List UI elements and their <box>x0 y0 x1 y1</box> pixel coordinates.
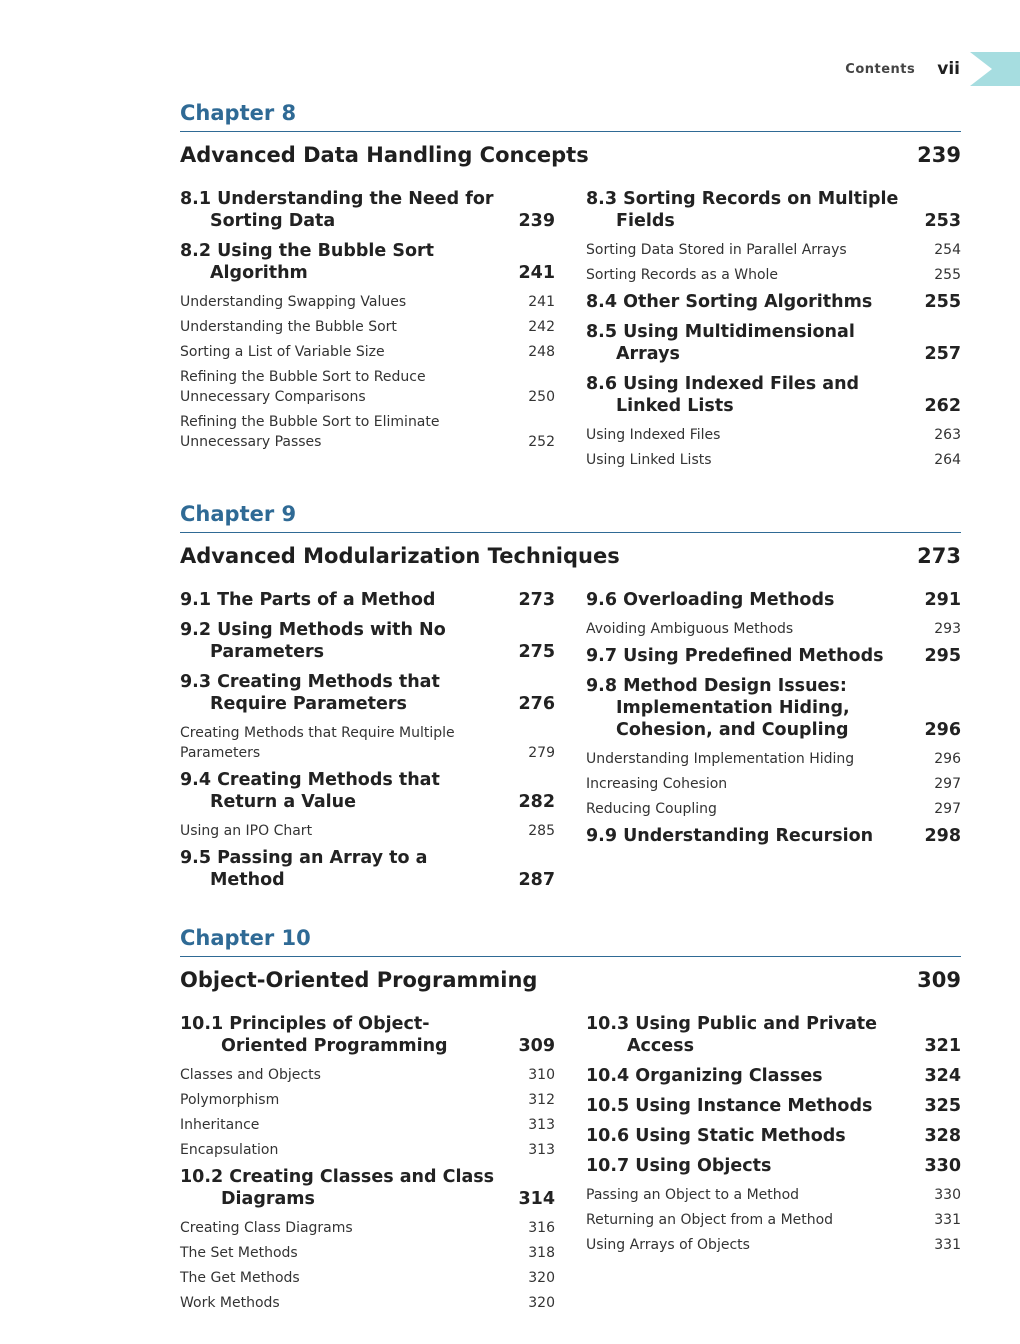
toc-subsection-entry <box>180 317 555 337</box>
toc-entry-page: 252 <box>528 434 555 450</box>
toc-subsection-entry <box>586 425 961 445</box>
toc-entry-title: 10.6 Using Static Methods <box>586 1126 846 1146</box>
toc-entry-title: Sorting Records as a Whole <box>586 267 779 283</box>
toc-entry-title: The Get Methods <box>180 1270 300 1286</box>
toc-entry-page: 264 <box>934 452 961 468</box>
toc-entry-page: 293 <box>934 621 961 637</box>
toc-entry-page: 250 <box>528 389 555 405</box>
toc-subsection-entry <box>586 749 961 769</box>
toc-entry-page: 298 <box>924 826 961 846</box>
toc-column-left <box>180 1007 555 1318</box>
toc-entry-title: Polymorphism <box>180 1092 280 1108</box>
toc-subsection-entry <box>180 1218 555 1238</box>
toc-entry-title: 9.4 Creating Methods that Return a Value <box>180 770 440 812</box>
toc-entry-title: 9.1 The Parts of a Method <box>180 590 436 610</box>
toc-entry-title: 9.8 Method Design Issues: Implementation Hiding, Cohesion, and Coupling <box>586 676 850 740</box>
chapter-title-row <box>180 142 961 168</box>
toc-entry-title: 9.6 Overloading Methods <box>586 590 835 610</box>
toc-section-entry <box>180 188 555 232</box>
toc-entry-title: 9.3 Creating Methods that Require Parameters <box>180 672 440 714</box>
toc-section-entry <box>586 1065 961 1087</box>
toc-entry-title: Understanding Swapping Values <box>180 294 407 310</box>
toc-entry-title: Encapsulation <box>180 1142 279 1158</box>
toc-entry-page: 242 <box>528 319 555 335</box>
toc-entry-page: 321 <box>924 1036 961 1056</box>
running-header <box>845 52 1020 86</box>
toc-entry-page: 275 <box>518 642 555 662</box>
toc-section-entry <box>586 373 961 417</box>
toc-entry-title: 8.2 Using the Bubble Sort Algorithm <box>180 241 435 283</box>
chapter-page-number: 273 <box>917 544 961 568</box>
toc-entry-title: Work Methods <box>180 1295 280 1311</box>
toc-entry-title: 9.2 Using Methods with No Parameters <box>180 620 446 662</box>
toc-entry-title: 8.1 Understanding the Need for Sorting Data <box>180 189 494 231</box>
toc-subsection-entry <box>180 342 555 362</box>
chapter-section <box>180 501 961 899</box>
toc-section-entry <box>586 675 961 741</box>
toc-column-left <box>180 583 555 899</box>
toc-entry-title: Increasing Cohesion <box>586 776 728 792</box>
toc-entry-page: 331 <box>934 1212 961 1228</box>
chapter-label: Chapter 8 <box>180 100 961 132</box>
toc-entry-title: Understanding Implementation Hiding <box>586 751 855 767</box>
toc-entry-title: Using an IPO Chart <box>180 823 313 839</box>
toc-entry-title: Understanding the Bubble Sort <box>180 319 397 335</box>
toc-entry-title: The Set Methods <box>180 1245 298 1261</box>
toc-entry-page: 257 <box>924 344 961 364</box>
toc-section-entry <box>586 1013 961 1057</box>
toc-entry-title: 8.4 Other Sorting Algorithms <box>586 292 873 312</box>
chapter-title: Object-Oriented Programming <box>180 968 538 992</box>
toc-section-entry <box>180 589 555 611</box>
toc-subsection-entry <box>180 821 555 841</box>
chapter-title: Advanced Modularization Techniques <box>180 544 620 568</box>
toc-entry-title: 10.2 Creating Classes and Class Diagrams <box>180 1167 495 1209</box>
toc-subsection-entry <box>586 799 961 819</box>
toc-subsection-entry <box>586 265 961 285</box>
running-header-label: Contents <box>845 61 916 77</box>
toc-entry-title: Refining the Bubble Sort to Eliminate Unnecessary Passes <box>180 414 440 450</box>
toc-entry-page: 287 <box>518 870 555 890</box>
page-tab-marker <box>970 52 1020 86</box>
toc-entry-page: 295 <box>924 646 961 666</box>
toc-entry-page: 316 <box>528 1220 555 1236</box>
toc-entry-title: 10.3 Using Public and Private Access <box>586 1014 878 1056</box>
toc-entry-page: 318 <box>528 1245 555 1261</box>
toc-entry-title: 9.9 Understanding Recursion <box>586 826 874 846</box>
toc-subsection-entry <box>180 367 555 407</box>
toc-entry-page: 262 <box>924 396 961 416</box>
toc-entry-title: Refining the Bubble Sort to Reduce Unnecessary Comparisons <box>180 369 426 405</box>
toc-entry-page: 324 <box>924 1066 961 1086</box>
toc-subsection-entry <box>586 1185 961 1205</box>
toc-subsection-entry <box>180 723 555 763</box>
toc-subsection-entry <box>180 292 555 312</box>
toc-entry-page: 309 <box>518 1036 555 1056</box>
toc-entry-page: 314 <box>518 1189 555 1209</box>
toc-entry-page: 310 <box>528 1067 555 1083</box>
toc-entry-page: 248 <box>528 344 555 360</box>
toc-section-entry <box>180 671 555 715</box>
toc-section-entry <box>586 1095 961 1117</box>
toc-subsection-entry <box>180 1065 555 1085</box>
toc-entry-title: Using Indexed Files <box>586 427 721 443</box>
toc-section-entry <box>586 589 961 611</box>
toc-entry-title: 10.5 Using Instance Methods <box>586 1096 873 1116</box>
toc-entry-title: 10.7 Using Objects <box>586 1156 772 1176</box>
toc-section-entry <box>586 321 961 365</box>
toc-entry-title: Sorting a List of Variable Size <box>180 344 385 360</box>
toc-subsection-entry <box>180 1268 555 1288</box>
toc-entry-page: 320 <box>528 1270 555 1286</box>
toc-section-entry <box>586 825 961 847</box>
toc-section-entry <box>586 291 961 313</box>
toc-column-right <box>586 182 961 475</box>
toc-entry-page: 313 <box>528 1142 555 1158</box>
toc-entry-page: 320 <box>528 1295 555 1311</box>
toc-entry-page: 331 <box>934 1237 961 1253</box>
chapter-title-row <box>180 967 961 993</box>
toc-entry-page: 297 <box>934 801 961 817</box>
toc-subsection-entry <box>586 240 961 260</box>
toc-subsection-entry <box>586 619 961 639</box>
toc-entry-page: 254 <box>934 242 961 258</box>
toc-section-entry <box>180 1013 555 1057</box>
toc-section-entry <box>180 1166 555 1210</box>
toc-subsection-entry <box>586 450 961 470</box>
toc-entry-page: 291 <box>924 590 961 610</box>
toc-entry-page: 241 <box>528 294 555 310</box>
chapter-section <box>180 100 961 475</box>
toc-entry-page: 313 <box>528 1117 555 1133</box>
toc-entry-page: 312 <box>528 1092 555 1108</box>
toc-entry-title: Passing an Object to a Method <box>586 1187 800 1203</box>
toc-entry-title: 10.1 Principles of Object-Oriented Programming <box>180 1014 448 1056</box>
toc-entry-page: 297 <box>934 776 961 792</box>
toc-subsection-entry <box>180 1090 555 1110</box>
toc-entry-page: 263 <box>934 427 961 443</box>
chapter-title-row <box>180 543 961 569</box>
toc-section-entry <box>180 619 555 663</box>
toc-entry-page: 253 <box>924 211 961 231</box>
toc-entry-page: 282 <box>518 792 555 812</box>
toc-section-entry <box>586 1155 961 1177</box>
toc-entry-title: 10.4 Organizing Classes <box>586 1066 823 1086</box>
toc-entry-title: 9.5 Passing an Array to a Method <box>180 848 428 890</box>
toc-entry-page: 279 <box>528 745 555 761</box>
toc-columns <box>180 1007 961 1318</box>
chapter-page-number: 239 <box>917 143 961 167</box>
toc-section-entry <box>586 645 961 667</box>
toc-entry-title: 8.6 Using Indexed Files and Linked Lists <box>586 374 860 416</box>
toc-entry-title: Avoiding Ambiguous Methods <box>586 621 794 637</box>
toc-entry-title: 8.3 Sorting Records on Multiple Fields <box>586 189 899 231</box>
toc-entry-title: 9.7 Using Predefined Methods <box>586 646 884 666</box>
toc-entry-title: Creating Methods that Require Multiple Parameters <box>180 725 455 761</box>
toc-subsection-entry <box>180 1115 555 1135</box>
page-number: vii <box>937 59 960 79</box>
toc-entry-title: 8.5 Using Multidimensional Arrays <box>586 322 855 364</box>
toc-entry-page: 255 <box>924 292 961 312</box>
toc-entry-title: Sorting Data Stored in Parallel Arrays <box>586 242 847 258</box>
toc-entry-page: 330 <box>934 1187 961 1203</box>
toc-entry-page: 239 <box>518 211 555 231</box>
toc-entry-page: 285 <box>528 823 555 839</box>
toc-subsection-entry <box>180 1243 555 1263</box>
chapter-title: Advanced Data Handling Concepts <box>180 143 589 167</box>
toc-entry-title: Creating Class Diagrams <box>180 1220 353 1236</box>
toc-subsection-entry <box>586 774 961 794</box>
toc-column-right <box>586 583 961 899</box>
chapter-label: Chapter 9 <box>180 501 961 533</box>
chapter-section <box>180 925 961 1318</box>
toc-subsection-entry <box>586 1235 961 1255</box>
toc-section-entry <box>180 769 555 813</box>
toc-section-entry <box>586 188 961 232</box>
toc-subsection-entry <box>180 1293 555 1313</box>
toc-entry-title: Reducing Coupling <box>586 801 717 817</box>
toc-entry-page: 325 <box>924 1096 961 1116</box>
toc-entry-page: 296 <box>934 751 961 767</box>
toc-entry-page: 276 <box>518 694 555 714</box>
chapter-page-number: 309 <box>917 968 961 992</box>
toc-subsection-entry <box>586 1210 961 1230</box>
toc-columns <box>180 182 961 475</box>
toc-column-left <box>180 182 555 475</box>
toc-entry-title: Inheritance <box>180 1117 260 1133</box>
toc-subsection-entry <box>180 1140 555 1160</box>
toc-entry-title: Using Arrays of Objects <box>586 1237 750 1253</box>
chapter-label: Chapter 10 <box>180 925 961 957</box>
toc-entry-title: Using Linked Lists <box>586 452 712 468</box>
toc-subsection-entry <box>180 412 555 452</box>
table-of-contents <box>180 100 961 1344</box>
toc-entry-page: 328 <box>924 1126 961 1146</box>
toc-entry-page: 296 <box>924 720 961 740</box>
toc-columns <box>180 583 961 899</box>
toc-section-entry <box>180 847 555 891</box>
toc-entry-title: Returning an Object from a Method <box>586 1212 834 1228</box>
toc-section-entry <box>180 240 555 284</box>
toc-entry-page: 255 <box>934 267 961 283</box>
toc-section-entry <box>586 1125 961 1147</box>
toc-column-right <box>586 1007 961 1318</box>
toc-entry-page: 241 <box>518 263 555 283</box>
toc-entry-title: Classes and Objects <box>180 1067 321 1083</box>
toc-entry-page: 330 <box>924 1156 961 1176</box>
toc-entry-page: 273 <box>518 590 555 610</box>
